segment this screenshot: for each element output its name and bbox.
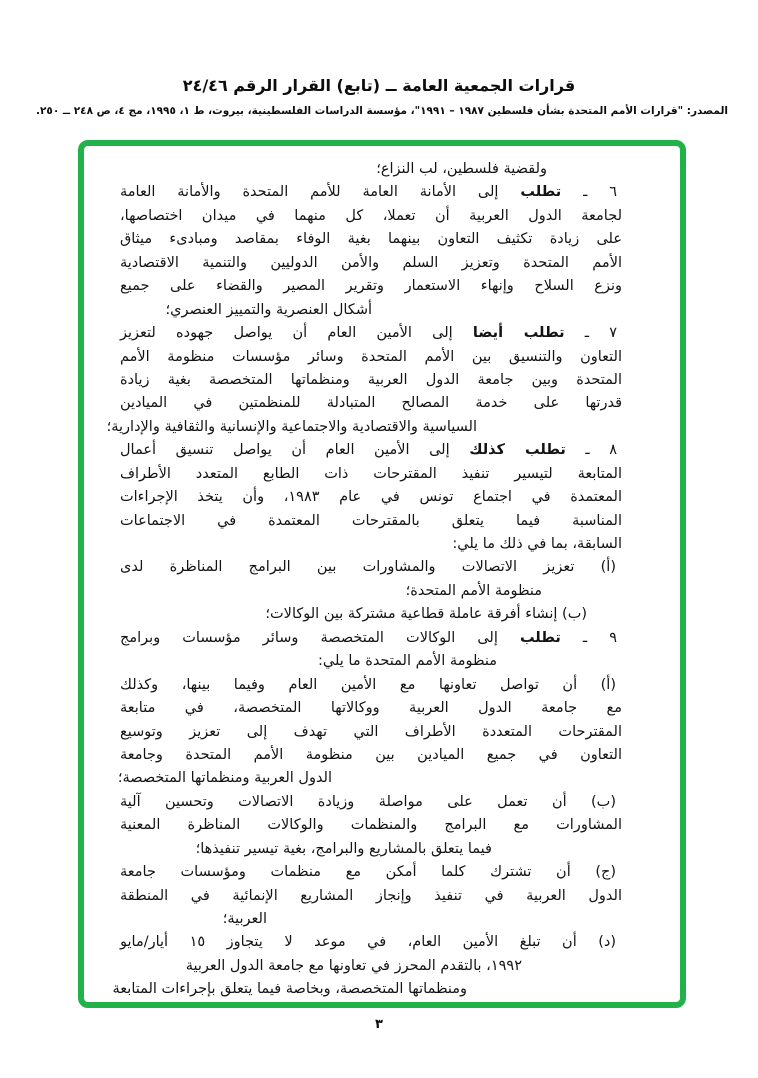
text-line: ٨ ـ تطلب كذلك إلى الأمين العام أن يواصل تنسيق أعمال bbox=[120, 442, 618, 459]
text-line: (أ) أن تواصل تعاونها مع الأمين العام وفيما بينها، وكذلك bbox=[120, 676, 616, 693]
text-line: السياسية والاقتصادية والاجتماعية والإنسانية والثقافية والإدارية؛ bbox=[106, 418, 477, 435]
body-text bbox=[84, 146, 680, 1002]
text-line: ولقضية فلسطين، لب النزاع؛ bbox=[376, 161, 547, 177]
content-frame bbox=[78, 140, 686, 1008]
text-line: مع جامعة الدول العربية ووكالاتها المتخصصة، في متابعة bbox=[120, 700, 622, 717]
text-line: المناسبة فيما يتعلق بالمقترحات المعتمدة في الاجتماعات bbox=[120, 512, 622, 529]
text-line: ومنظماتها المتخصصة، وبخاصة فيما يتعلق بإجراءات المتابعة bbox=[112, 981, 467, 998]
text-line: ٧ ـ تطلب أيضا إلى الأمين العام أن يواصل جهوده لتعزيز bbox=[120, 325, 618, 342]
text-line: ٩ ـ تطلب إلى الوكالات المتخصصة وسائر مؤسسات وبرامج bbox=[120, 629, 618, 646]
text-line: ٦ ـ تطلب إلى الأمانة العامة للأمم المتحدة والأمانة العامة bbox=[120, 184, 617, 201]
text-line: (أ) تعزيز الاتصالات والمشاورات بين البرامج المناظرة لدى bbox=[120, 559, 616, 576]
source-citation: المصدر: "قرارات الأمم المتحدة بشأن فلسطين ١٩٨٧ – ١٩٩١"، مؤسسة الدراسات الفلسطينية، بيروت، ط ١، ١٩٩٥، مج ٤، ص ٢٤٨ ــ ٢٥٠. bbox=[36, 105, 728, 117]
text-line: ١٩٩٢، بالتقدم المحرز في تعاونها مع جامعة الدول العربية bbox=[185, 957, 522, 974]
text-line: منظومة الأمم المتحدة؛ bbox=[405, 582, 542, 599]
text-line: الدول العربية ومنظماتها المتخصصة؛ bbox=[117, 770, 332, 787]
text-line: المتابعة لتيسير تنفيذ المقترحات ذات الطابع المتعدد الأطراف bbox=[120, 465, 622, 482]
text-line: التعاون في جميع الميادين بين منظومة الأمم المتحدة وجامعة bbox=[120, 746, 622, 763]
text-line: لجامعة الدول العربية أن تعملا، كل منهما في ميدان اختصاصها، bbox=[120, 207, 622, 224]
page-title: قرارات الجمعية العامة ــ (تابع) القرار الرقم ٢٤/٤٦ bbox=[182, 76, 576, 95]
text-line: منظومة الأمم المتحدة ما يلي: bbox=[318, 653, 497, 670]
text-line: السابقة، بما في ذلك ما يلي: bbox=[452, 536, 622, 552]
text-line: الأمم المتحدة وتعزيز السلم والأمن الدوليين والتنمية الاقتصادية bbox=[120, 254, 622, 271]
text-line: (ب) إنشاء أفرقة عاملة قطاعية مشتركة بين الوكالات؛ bbox=[265, 606, 587, 623]
text-line: على زيادة تكثيف التعاون بينهما بغية الوفاء بمقاصد ومبادىء ميثاق bbox=[120, 231, 622, 248]
page-number: ٣ bbox=[375, 1017, 383, 1032]
text-line: (ب) أن تعمل على مواصلة وزيادة الاتصالات وتحسين آلية bbox=[120, 793, 616, 810]
text-line: أشكال العنصرية والتمييز العنصري؛ bbox=[165, 301, 372, 318]
text-line: (د) أن تبلغ الأمين العام، في موعد لا يتجاوز ١٥ أيار/مايو bbox=[120, 934, 616, 951]
text-line: فيما يتعلق بالمشاريع والبرامج، بغية تيسير تنفيذها؛ bbox=[195, 840, 492, 857]
text-line: قدرتها على خدمة المصالح المتبادلة للمنظمتين في الميادين bbox=[120, 395, 622, 412]
text-line: الدول العربية في تنفيذ وإنجاز المشاريع الإنمائية في المنطقة bbox=[120, 887, 622, 904]
text-line: العربية؛ bbox=[222, 911, 267, 927]
text-line: التعاون والتنسيق بين الأمم المتحدة وسائر مؤسسات منظومة الأمم bbox=[120, 348, 622, 365]
text-line: المعتمدة في اجتماع تونس في عام ١٩٨٣، وأن يتخذ الإجراءات bbox=[120, 489, 622, 506]
text-line: المتحدة وبين جامعة الدول العربية ومنظماتها المتخصصة بغية زيادة bbox=[120, 371, 622, 388]
text-line: (ج) أن تشترك كلما أمكن مع منظمات ومؤسسات جامعة bbox=[120, 864, 616, 881]
text-line: ونزع السلاح وإنهاء الاستعمار وتقرير المصير والقضاء على جميع bbox=[120, 278, 622, 295]
text-line: المقترحات المتعددة الأطراف التي تهدف إلى تعزيز وتوسيع bbox=[120, 723, 622, 740]
text-line: المشاورات مع البرامج والمنظمات والوكالات المناظرة المعنية bbox=[120, 817, 622, 834]
